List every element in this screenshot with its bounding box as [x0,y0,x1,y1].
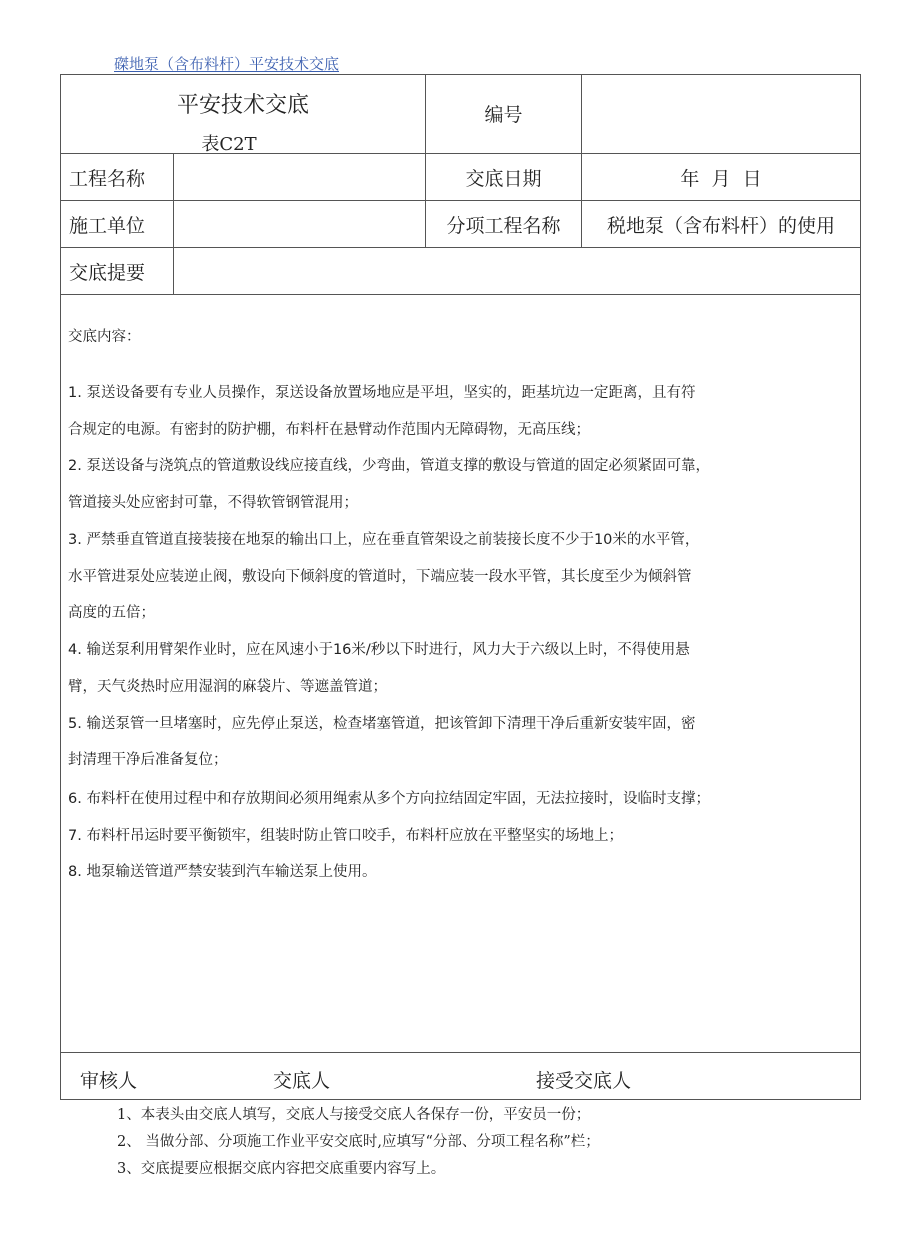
sub-project-label: 分项工程名称 [446,214,561,237]
summary-field[interactable] [174,248,860,294]
number-label: 编号 [484,103,523,126]
note-item: 1、本表头由交底人填写，交底人与接受交底人各保存一份，平安员一份； [117,1107,591,1123]
content-line: 4. 输送泵利用臂架作业时，应在风速小于16米/秒以下时进行，风力大于六级以上时，不得使用悬 [68,642,690,658]
sub-project-field[interactable]: 税地泵（含布料杆）的使用 [606,214,835,237]
number-field[interactable] [582,75,860,153]
project-name-label: 工程名称 [69,167,146,190]
discloser-label: 交底人 [273,1070,331,1092]
content-line: 臂，天气炎热时应用湿润的麻袋片、等遮盖管道； [68,679,387,695]
content-line: 封清理干净后准备复位； [68,752,228,768]
form-code [60,130,426,156]
content-line: 高度的五倍； [68,605,155,621]
date-label: 交底日期 [465,167,542,190]
content-line: 6. 布料杆在使用过程中和存放期间必须用绳索从多个方向拉结固定牢固，无法拉接时，设临时支撑； [68,791,710,807]
project-name-field[interactable] [174,154,425,200]
construction-unit-label: 施工单位 [69,214,146,237]
content-heading: 交底内容： [68,329,141,345]
construction-unit-field[interactable] [174,201,425,247]
note-item: 3、交底提要应根据交底内容把交底重要内容写上。 [117,1161,446,1177]
row-divider [60,1052,861,1053]
content-line: 管道接头处应密封可靠，不得软管钢管混用； [68,495,358,511]
summary-label: 交底提要 [69,261,146,284]
content-line: 7. 布料杆吊运时要平衡锁牢，组装时防止管口咬手，布料杆应放在平整坚实的场地上； [68,828,623,844]
content-line: 1. 泵送设备要有专业人员操作，泵送设备放置场地应是平坦，坚实的，距基坑边一定距离，且有符 [68,385,696,401]
reviewer-label: 审核人 [80,1070,138,1092]
content-line: 5. 输送泵管一旦堵塞时，应先停止泵送，检查堵塞管道，把该管卸下清理干净后重新安装牢固，密 [68,716,696,732]
content-line: 3. 严禁垂直管道直接装接在地泵的输出口上，应在垂直管架设之前装接长度不少于10米的水平管， [68,532,700,548]
form-code-text: 表C2T [201,134,257,155]
content-line: 2. 泵送设备与浇筑点的管道敷设线应接直线，少弯曲，管道支撑的敷设与管道的固定必须紧固可靠， [68,458,710,474]
content-line: 8. 地泵输送管道严禁安装到汽车输送泵上使用。 [68,864,377,880]
header-link[interactable]: 磔地泵（含布料杆）平安技术交底 [114,55,340,73]
receiver-label: 接受交底人 [536,1070,632,1092]
form-title: 平安技术交底 [176,93,309,118]
row-divider [60,294,861,295]
content-line: 水平管进泵处应装逆止阀，敷设向下倾斜度的管道时，下端应装一段水平管，其长度至少为倾斜管 [68,569,692,585]
date-field[interactable]: 年 月 日 [680,167,762,190]
note-item: 2、 当做分部、分项施工作业平安交底时,应填写“分部、分项工程名称”栏； [117,1134,600,1150]
content-line: 合规定的电源。有密封的防护棚，布料杆在悬臂动作范围内无障碍物，无高压线； [68,422,590,438]
